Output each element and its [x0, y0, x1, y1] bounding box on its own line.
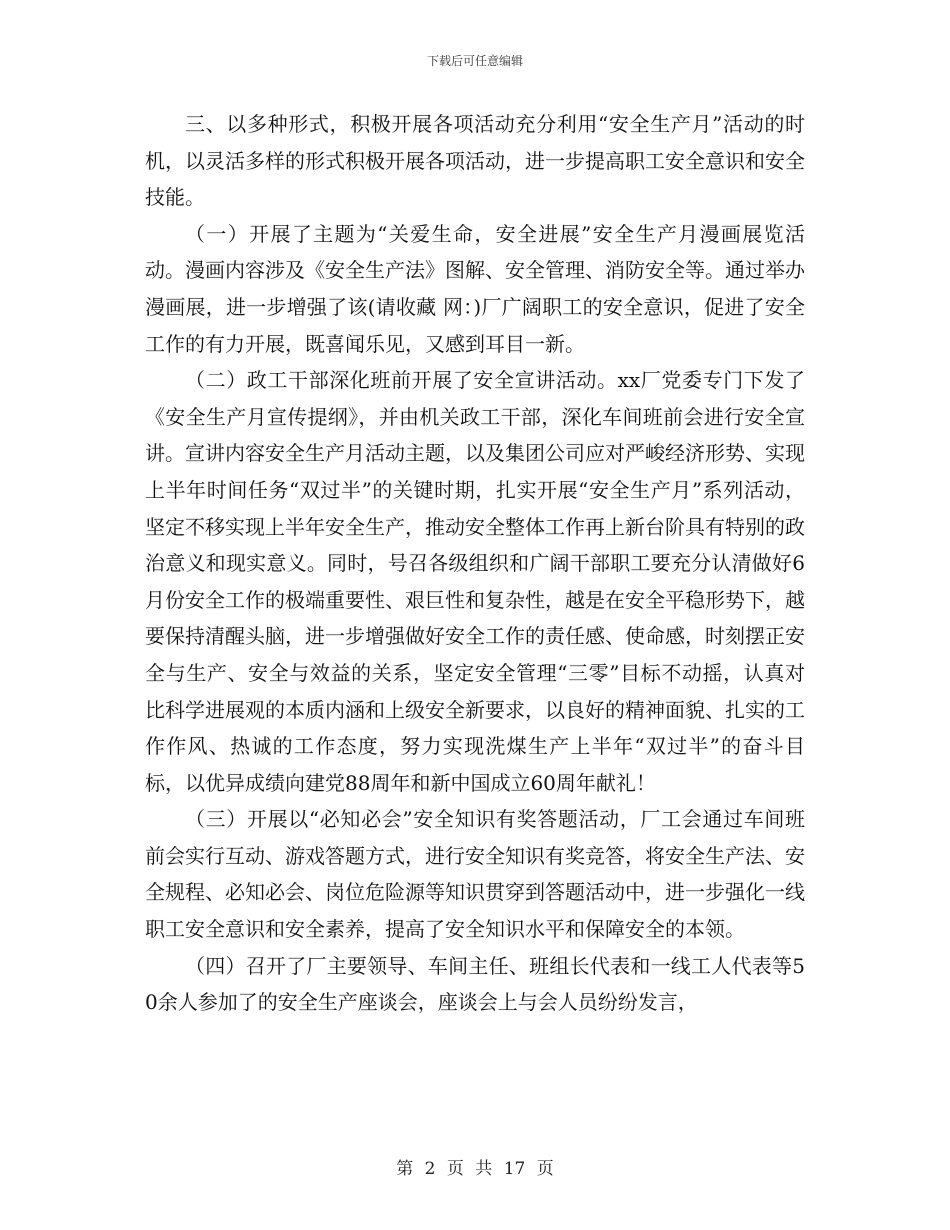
paragraph-item-two: （二）政工干部深化班前开展了安全宣讲活动。xx厂党委专门下发了《安全生产月宣传提纲》，并由机关政工干部，深化车间班前会进行安全宣讲。宣讲内容安全生产月活动主题，以及集团公司应对严峻经济形势、实现上半年时间任务“双过半”的关键时期，扎实开展“安全生产月”系列活动，坚定不移实现上半年安全生产，推动安全整体工作再上新台阶具有特别的政治意义和现实意义。同时，号召各级组织和广阔干部职工要充分认清做好6月份安全工作的极端重要性、艰巨性和复杂性，越是在安全平稳形势下，越要保持清醒头脑，进一步增强做好安全工作的责任感、使命感，时刻摆正安全与生产、安全与效益的关系，坚定安全管理“三零”目标不动摇，认真对比科学进展观的本质内涵和上级安全新要求，以良好的精神面貌、扎实的工作作风、热诚的工作态度，努力实现洗煤生产上半年“双过半”的奋斗目标，以优异成绩向建党88周年和新中国成立60周年献礼！: [145, 368, 805, 795]
paragraph-item-one: （一）开展了主题为“关爱生命，安全进展”安全生产月漫画展览活动。漫画内容涉及《安全生产法》图解、安全管理、消防安全等。通过举办漫画展，进一步增强了该(请收藏 网：)厂广阔职工的安全意识，促进了安全工作的有力开展，既喜闻乐见，又感到耳目一新。: [145, 221, 805, 356]
paragraph-item-four: （四）召开了厂主要领导、车间主任、班组长代表和一线工人代表等50余人参加了的安全生产座谈会，座谈会上与会人员纷纷发言，: [145, 953, 805, 1015]
paragraph-item-three: （三）开展以“必知必会”安全知识有奖答题活动，厂工会通过车间班前会实行互动、游戏答题方式，进行安全知识有奖竞答，将安全生产法、安全规程、必知必会、岗位危险源等知识贯穿到答题活动中，进一步强化一线职工安全意识和安全素养，提高了安全知识水平和保障安全的本领。: [145, 807, 805, 942]
paragraph-section-three: 三、以多种形式，积极开展各项活动充分利用“安全生产月”活动的时机，以灵活多样的形式积极开展各项活动，进一步提高职工安全意识和安全技能。: [145, 112, 805, 210]
document-body: [145, 106, 805, 1021]
page-header: 下载后可任意编辑: [426, 54, 523, 68]
page-number-footer: 第 2 页 共 17 页: [396, 1159, 554, 1179]
